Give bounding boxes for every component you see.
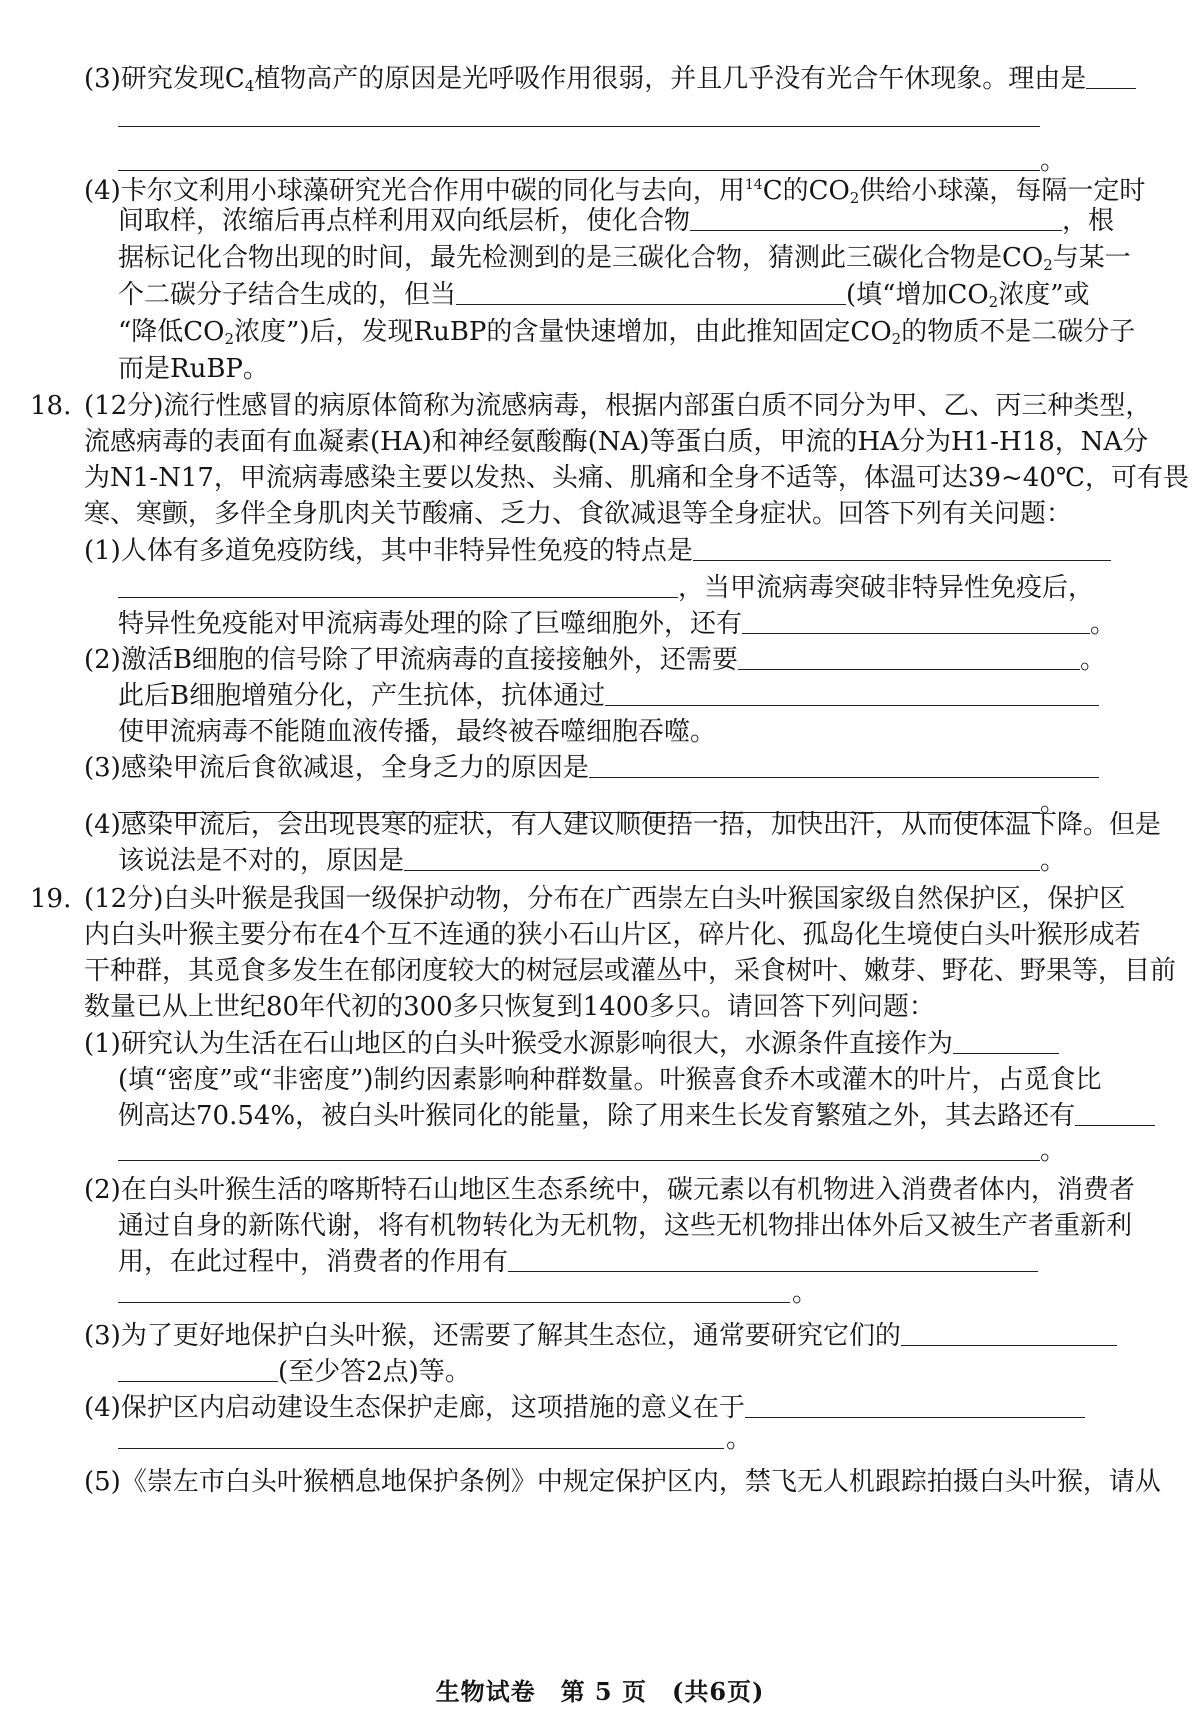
period-mark: 。 xyxy=(1040,788,1067,818)
q18-part1-line1: (1)人体有多道免疫防线，其中非特异性免疫的特点是 xyxy=(84,534,1111,568)
q18-part3-line1: (3)感染甲流后食欲减退，全身乏力的原因是 xyxy=(84,751,1099,785)
period-mark: 。 xyxy=(726,1424,753,1454)
answer-blank[interactable] xyxy=(690,204,1062,231)
answer-blank[interactable] xyxy=(1075,1099,1155,1126)
q19-part1-line1: (1)研究认为生活在石山地区的白头叶猴受水源影响很大，水源条件直接作为 xyxy=(84,1027,1059,1061)
answer-line[interactable] xyxy=(118,1302,790,1303)
answer-blank[interactable] xyxy=(738,643,1080,670)
answer-blank[interactable] xyxy=(118,571,678,598)
q18-part4-line1: (4)感染甲流后，会出现畏寒的症状，有人建议顺便捂一捂，加快出汗，从而使体温下降。但是 xyxy=(84,810,1161,840)
answer-blank[interactable] xyxy=(953,1027,1059,1054)
q17-part3-line1: (3)研究发现$C_4$植物高产的原因是光呼吸作用很弱，并且几乎没有光合午休现象。理由是 xyxy=(84,62,1136,103)
q18-number: 18. xyxy=(30,391,72,421)
answer-blank[interactable] xyxy=(508,1245,1038,1272)
q18-stem-line1: (12分)流行性感冒的病原体简称为流感病毒，根据内部蛋白质不同分为甲、乙、丙三种类型， xyxy=(84,391,1152,421)
answer-blank[interactable] xyxy=(118,1355,278,1382)
q18-stem-line2: 流感病毒的表面有血凝素(HA)和神经氨酸酶(NA)等蛋白质，甲流的HA分为H1-H18，NA分 xyxy=(84,427,1149,457)
q18-part4-line2: 该说法是不对的，原因是 。 xyxy=(118,846,1067,876)
q17-part4-line4: 个二碳分子结合生成的，但当 (填“增加$CO_2$浓度”或 xyxy=(118,280,1090,311)
period-mark: 。 xyxy=(1040,1136,1067,1166)
q17-part4-line5: “降低$CO_2$浓度”)后，发现RuBP的含量快速增加，由此推知固定$CO_2$的物质不是二碳分子 xyxy=(118,317,1136,348)
page-footer: 生物试卷 第 5 页 (共6页) xyxy=(435,1677,765,1706)
q17-part4-line6: 而是RuBP。 xyxy=(118,354,269,384)
period-mark: 。 xyxy=(1040,146,1067,176)
q19-stem-line4: 数量已从上世纪80年代初的300多只恢复到1400多只。请回答下列问题： xyxy=(84,992,935,1022)
q19-part2-line1: (2)在白头叶猴生活的喀斯特石山地区生态系统中，碳元素以有机物进入消费者体内，消费者 xyxy=(84,1175,1135,1205)
q19-stem-line3: 干种群，其觅食多发生在郁闭度较大的树冠层或灌丛中，采食树叶、嫩芽、野花、野果等，目前 xyxy=(84,956,1177,986)
q18-part2-line1: (2)激活B细胞的信号除了甲流病毒的直接接触外，还需要 。 xyxy=(84,645,1106,675)
q19-stem-line1: (12分)白头叶猴是我国一级保护动物，分布在广西崇左白头叶猴国家级自然保护区，保护区 xyxy=(84,884,1126,914)
q19-part2-line2: 通过自身的新陈代谢，将有机物转化为无机物，这些无机物排出体外后又被生产者重新利 xyxy=(118,1211,1133,1241)
q18-stem-line4: 寒、寒颤，多伴全身肌肉关节酸痛、乏力、食欲减退等全身症状。回答下列有关问题： xyxy=(84,499,1073,529)
q18-part1-line3: 特异性免疫能对甲流病毒处理的除了巨噬细胞外，还有 。 xyxy=(118,609,1117,639)
q17-part4-line1: (4)卡尔文利用小球藻研究光合作用中碳的同化与去向，用$^{14}$C的$CO_2$供给小球藻，每隔一定时 xyxy=(84,176,1146,207)
answer-blank[interactable] xyxy=(404,844,1040,871)
answer-line[interactable] xyxy=(118,1448,724,1449)
q19-part4-line1: (4)保护区内启动建设生态保护走廊，这项措施的意义在于 xyxy=(84,1391,1085,1425)
q19-stem-line2: 内白头叶猴主要分布在4个互不连通的狭小石山片区，碎片化、孤岛化生境使白头叶猴形成若 xyxy=(84,920,1141,950)
q19-part2-line3: 用，在此过程中，消费者的作用有 xyxy=(118,1245,1038,1279)
q19-part3-line1: (3)为了更好地保护白头叶猴，还需要了解其生态位，通常要研究它们的 xyxy=(84,1319,1117,1353)
q18-part2-line3: 使甲流病毒不能随血液传播，最终被吞噬细胞吞噬。 xyxy=(118,717,717,747)
answer-line[interactable] xyxy=(118,126,1040,127)
q17-part4-line2: 间取样，浓缩后再点样利用双向纸层析，使化合物 ，根 xyxy=(118,206,1115,236)
answer-blank[interactable] xyxy=(605,679,1099,706)
q19-part3-line2: (至少答2点)等。 xyxy=(118,1355,471,1389)
q19-part5-line1: (5)《崇左市白头叶猴栖息地保护条例》中规定保护区内，禁飞无人机跟踪拍摄白头叶猴，请从 xyxy=(84,1467,1161,1497)
q18-stem-line3: 为N1-N17，甲流病毒感染主要以发热、头痛、肌痛和全身不适等，体温可达39~40℃，可有畏 xyxy=(84,463,1189,493)
q19-part1-line3: 例高达70.54%，被白头叶猴同化的能量，除了用来生长发育繁殖之外，其去路还有 xyxy=(118,1099,1155,1133)
answer-blank[interactable] xyxy=(742,607,1090,634)
answer-blank[interactable] xyxy=(589,751,1099,778)
q18-part2-line2: 此后B细胞增殖分化，产生抗体，抗体通过 xyxy=(118,679,1099,713)
answer-blank[interactable] xyxy=(1086,62,1136,89)
q19-part1-line2: (填“密度”或“非密度”)制约因素影响种群数量。叶猴喜食乔木或灌木的叶片，占觅食比 xyxy=(118,1065,1102,1095)
answer-blank[interactable] xyxy=(745,1391,1085,1418)
answer-blank[interactable] xyxy=(901,1319,1117,1346)
period-mark: 。 xyxy=(792,1278,819,1308)
q18-part1-line2: ，当甲流病毒突破非特异性免疫后， xyxy=(118,571,1094,605)
q19-number: 19. xyxy=(30,884,72,914)
answer-blank[interactable] xyxy=(456,278,846,305)
answer-blank[interactable] xyxy=(693,534,1111,561)
q17-part4-line3: 据标记化合物出现的时间，最先检测到的是三碳化合物，猜测此三碳化合物是$CO_2$与某一 xyxy=(118,243,1131,274)
answer-line[interactable] xyxy=(118,1160,1040,1161)
